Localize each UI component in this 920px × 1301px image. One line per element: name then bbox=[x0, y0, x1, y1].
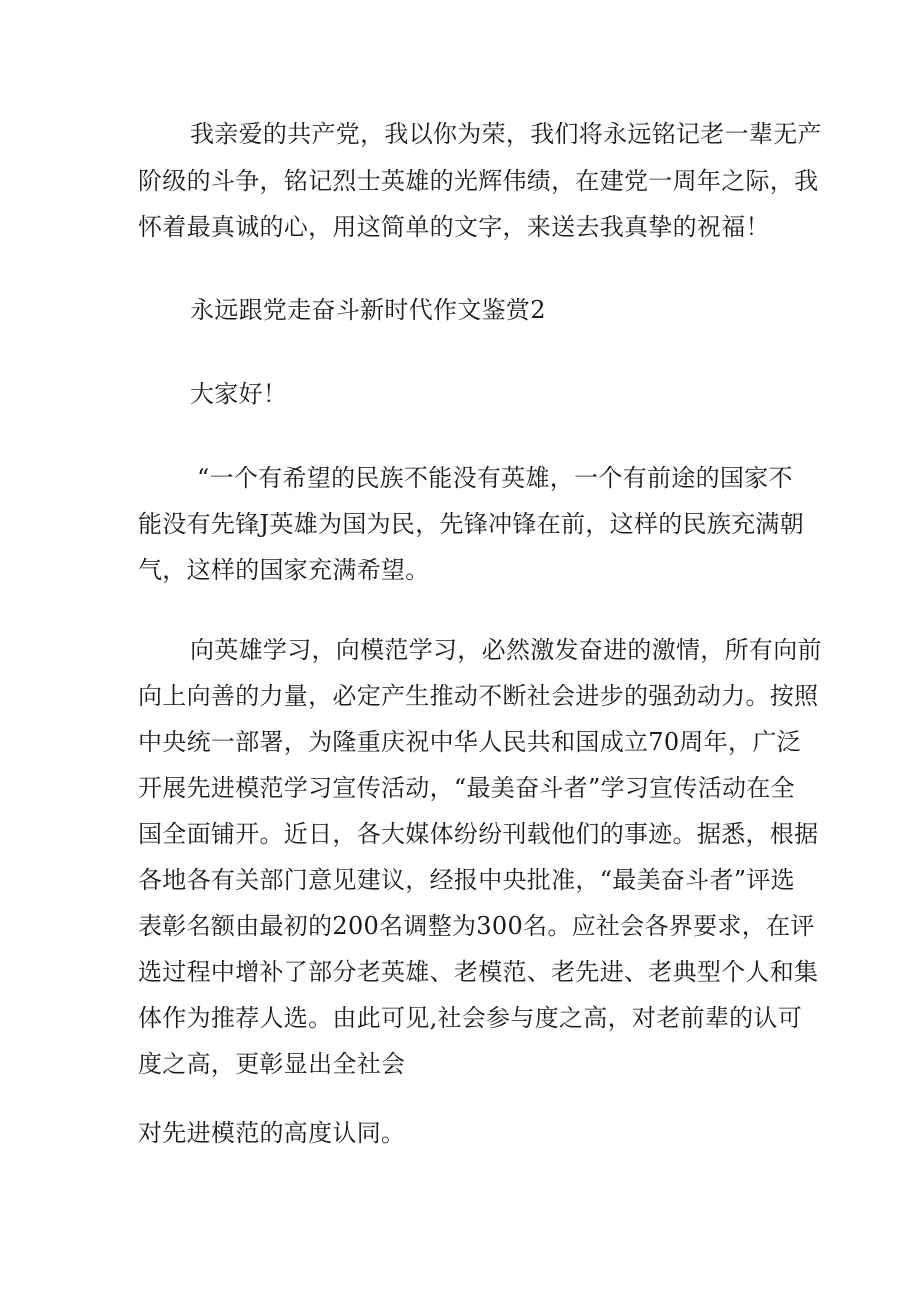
text-line: 向上向善的力量，必定产生推动不断社会进步的强劲动力。按照 bbox=[138, 682, 819, 710]
text-line: 体作为推荐人选。由此可见,社会参与度之高，对老前辈的认可 bbox=[138, 1004, 803, 1032]
text-line: 国全面铺开。近日，各大媒体纷纷刊载他们的事迹。据悉，根据 bbox=[138, 820, 819, 848]
text-line: 选过程中增补了部分老英雄、老模范、老先进、老典型个人和集 bbox=[138, 958, 819, 986]
text-line: 中央统一部署，为隆重庆祝中华人民共和国成立70周年，广泛 bbox=[138, 728, 801, 756]
section-heading: 永远跟党走奋斗新时代作文鉴赏2 bbox=[190, 296, 546, 324]
text-line: 对先进模范的高度认同。 bbox=[138, 1119, 406, 1147]
text-line: 表彰名额由最初的200名调整为300名。应社会各界要求，在评 bbox=[138, 912, 815, 940]
text-line: 能没有先锋J英雄为国为民，先锋冲锋在前，这样的民族充满朝 bbox=[138, 510, 805, 538]
text-line: “一个有希望的民族不能没有英雄，一个有前途的国家不 bbox=[197, 464, 793, 492]
text-line: 度之高，更彰显出全社会 bbox=[138, 1050, 406, 1078]
text-line: 向英雄学习，向模范学习，必然激发奋进的激情，所有向前 bbox=[190, 636, 822, 664]
text-line: 怀着最真诚的心，用这简单的文字，来送去我真挚的祝福！ bbox=[138, 213, 770, 241]
text-line: 开展先进模范学习宣传活动，“最美奋斗者”学习宣传活动在全 bbox=[138, 774, 795, 802]
text-line: 我亲爱的共产党，我以你为荣，我们将永远铭记老一辈无产 bbox=[190, 120, 822, 148]
text-line: 各地各有关部门意见建议，经报中央批准，“最美奋斗者”评选 bbox=[138, 866, 795, 894]
greeting-line: 大家好！ bbox=[190, 380, 288, 408]
text-line: 阶级的斗争，铭记烈士英雄的光辉伟绩，在建党一周年之际，我 bbox=[138, 167, 819, 195]
text-line: 气，这样的国家充满希望。 bbox=[138, 556, 430, 584]
